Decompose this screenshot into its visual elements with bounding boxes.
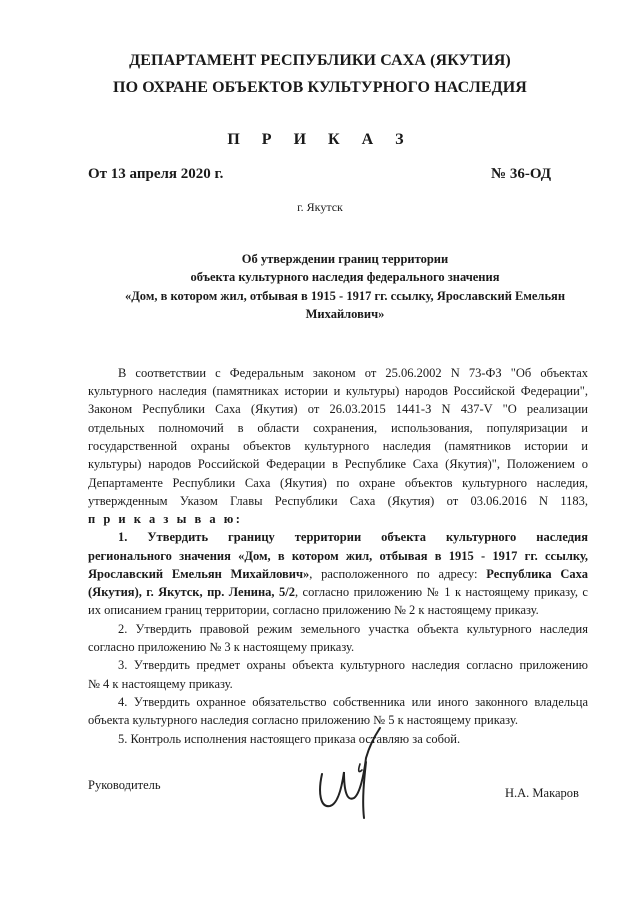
preamble-line: культурного наследия (памятниках истории и культуры) народов Российской Федерации",	[88, 384, 588, 398]
signatory-role: Руководитель	[88, 778, 161, 792]
item1-line: 1. Утвердить границу территории объекта культурного наследия	[118, 530, 588, 544]
department-title-line2: ПО ОХРАНЕ ОБЪЕКТОВ КУЛЬТУРНОГО НАСЛЕДИЯ	[113, 79, 527, 96]
city: г. Якутск	[297, 200, 343, 214]
preamble-line: утвержденным Указом Главы Республики Саха (Якутия) от 03.06.2016 N 1183,	[88, 494, 588, 508]
preamble-line: Законом Республики Саха (Якутия) от 26.03.2015 1441-З N 437-V "О реализации	[88, 402, 588, 416]
item3-line: 3. Утвердить предмет охраны объекта культурного наследия согласно приложению	[118, 658, 588, 672]
order-date: От 13 апреля 2020 г.	[88, 166, 224, 182]
item5-line: 5. Контроль исполнения настоящего приказа оставляю за собой.	[118, 732, 461, 746]
item1-address: Республика Саха	[486, 567, 588, 581]
signatory-name: Н.А. Макаров	[505, 786, 579, 800]
item1-text: , согласно приложению № 1 к настоящему приказу, с	[294, 585, 588, 599]
item1-text: , расположенного по адресу:	[309, 567, 487, 581]
item1-object-name: Ярославский Емельян Михайлович»	[88, 567, 310, 581]
preamble-line: государственной охраны объектов культурного наследия (памятников истории и	[88, 439, 588, 453]
item1-line	[88, 585, 588, 600]
item2-line: 2. Утвердить правовой режим земельного участка объекта культурного наследия	[118, 622, 588, 636]
document-type: П Р И К А З	[227, 131, 413, 148]
order-word: п р и к а з ы в а ю:	[88, 512, 243, 526]
subject-line: «Дом, в котором жил, отбывая в 1915 - 1917 гг. ссылку, Ярославский Емельян	[124, 289, 566, 303]
handwritten-signature	[300, 722, 400, 822]
preamble-line: отдельных полномочий в области сохранения, использования, популяризации и	[88, 421, 588, 435]
item3-line: № 4 к настоящему приказу.	[88, 677, 233, 691]
department-title-line1: ДЕПАРТАМЕНТ РЕСПУБЛИКИ САХА (ЯКУТИЯ)	[129, 52, 511, 69]
preamble-line: В соответствии с Федеральным законом от 25.06.2002 N 73-ФЗ "Об объектах	[118, 366, 588, 380]
item4-line: объекта культурного наследия согласно приложению № 5 к настоящему приказу.	[88, 713, 518, 727]
preamble-line: Департаменте Республики Саха (Якутия) по охране объектов культурного наследия,	[88, 476, 588, 490]
item1-line	[88, 567, 588, 582]
order-number: № 36-ОД	[491, 166, 552, 182]
subject-line: объекта культурного наследия федерального значения	[190, 270, 500, 284]
item4-line: 4. Утвердить охранное обязательство собственника или иного законного владельца	[118, 695, 588, 709]
item1-address: (Якутия), г. Якутск, пр. Ленина, 5/2	[88, 585, 295, 599]
subject-line: Михайлович»	[305, 307, 385, 321]
item1-line: регионального значения «Дом, в котором жил, отбывая в 1915 - 1917 гг. ссылку,	[88, 549, 588, 563]
preamble-line: культуры) народов Российской Федерации в Республике Саха (Якутия)", Положением о	[88, 457, 588, 471]
item2-line: согласно приложению № 3 к настоящему приказу.	[88, 640, 355, 654]
item1-line: их описанием границ территории, согласно приложению № 2 к настоящему приказу.	[88, 603, 539, 617]
subject-line: Об утверждении границ территории	[241, 252, 449, 266]
